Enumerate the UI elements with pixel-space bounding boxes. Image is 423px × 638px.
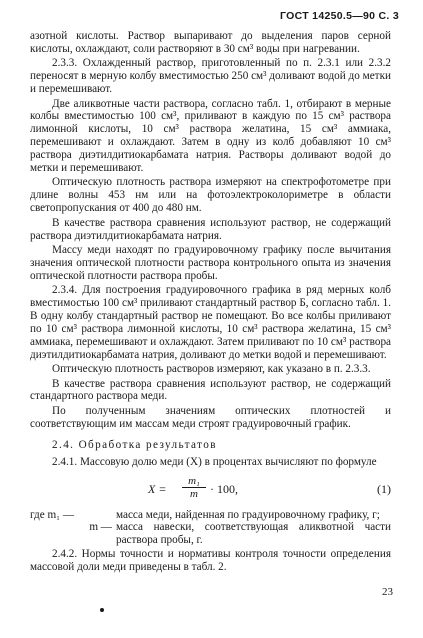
formula-denominator: m (190, 488, 198, 501)
definition-symbol: где m₁ — (30, 508, 75, 521)
formula-rest: · 100, (210, 481, 238, 496)
section-title (30, 439, 391, 452)
document-body (30, 30, 391, 576)
page-number: 23 (382, 586, 393, 598)
section-title-text: 2.4. Обработка результатов (52, 438, 217, 451)
paragraph: Две аликвотные части раствора, согласно табл. 1, отбирают в мерные колбы вместимостью 100 см³, приливают в каждую по 15 см³ раствора лимонной кислоты, 10 см³ раствора желатина, 15 см³ аммиака, перемешивают и охлаждают. Затем в одну из колб добавляют 10 см³ раствора диэтилдитиокарбамата натрия. Растворы доливают водой до метки и перемешивают. (30, 97, 391, 175)
formula (30, 475, 391, 505)
paragraph: 2.4.2. Нормы точности и нормативы контроля точности определения массовой доли меди приведены в табл. 2. (30, 548, 391, 574)
paragraph: 2.3.3. Охлажденный раствор, приготовленный по п. 2.3.1 или 2.3.2 переносят в мерную колбу вместимостью 250 см³ доливают водой до метки и перемешивают. (30, 57, 391, 96)
formula-lhs: X = (148, 481, 167, 496)
paragraph: В качестве раствора сравнения используют раствор, не содержащий раствора диэтилдитиокарбамата натрия. (30, 216, 391, 242)
definition-symbol: m — (89, 521, 112, 534)
definition-row (30, 509, 391, 522)
paragraph: По полученным значениям оптических плотностей и соответствующим им массам меди строят градуировочный график. (30, 404, 391, 430)
page-header: ГОСТ 14250.5—90 С. 3 (280, 10, 399, 22)
print-mark (100, 608, 104, 612)
paragraph: Оптическую плотность растворов измеряют, как указано в п. 2.3.3. (52, 363, 371, 376)
definitions (30, 509, 391, 548)
paragraph-formula-intro: 2.4.1. Массовую долю меди (X) в процентах вычисляют по формуле (52, 455, 377, 468)
paragraph: Массу меди находят по градуировочному графику после вычитания значения оптической плотности раствора контрольного опыта из значения оптической плотности раствора пробы. (30, 244, 391, 282)
formula-numerator: m₁ (182, 475, 206, 489)
paragraph: азотной кислоты. Раствор выпаривают до выделения паров серной кислоты, охлаждают, соли растворяют в 30 см³ воды при нагревании. (30, 30, 391, 55)
paragraph: В качестве раствора сравнения используют раствор, не содержащий стандартного раствора меди. (30, 377, 391, 403)
definition-text: масса меди, найденная по градуировочному графику, г; (116, 508, 380, 521)
definition-row (30, 521, 391, 547)
paragraph: Оптическую плотность раствора измеряют на спектрофотометре при длине волны 453 нм или на фотоэлектроколориметре в области светопропускания от 400 до 480 нм. (30, 176, 391, 215)
formula-number: (1) (377, 481, 391, 496)
definition-text: масса навески, соответствующая аликвотной части раствора пробы, г. (116, 521, 391, 547)
formula-fraction (182, 475, 206, 502)
paragraph: 2.3.4. Для построения градуировочного графика в ряд мерных колб вместимостью 100 см³ приливают стандартный раствор Б, согласно табл. 1. В одну колбу стандартный раствор не помещают. Во все колбы приливают по 10 см³ раствора лимонной кислоты, 10 см³ раствора желатина, 15 см³ аммиака, перемешивают и охлаждают. Затем приливают по 10 см³ раствора диэтилдитиокарбамата натрия, доливают до метки водой и перемешивают. (30, 284, 391, 361)
